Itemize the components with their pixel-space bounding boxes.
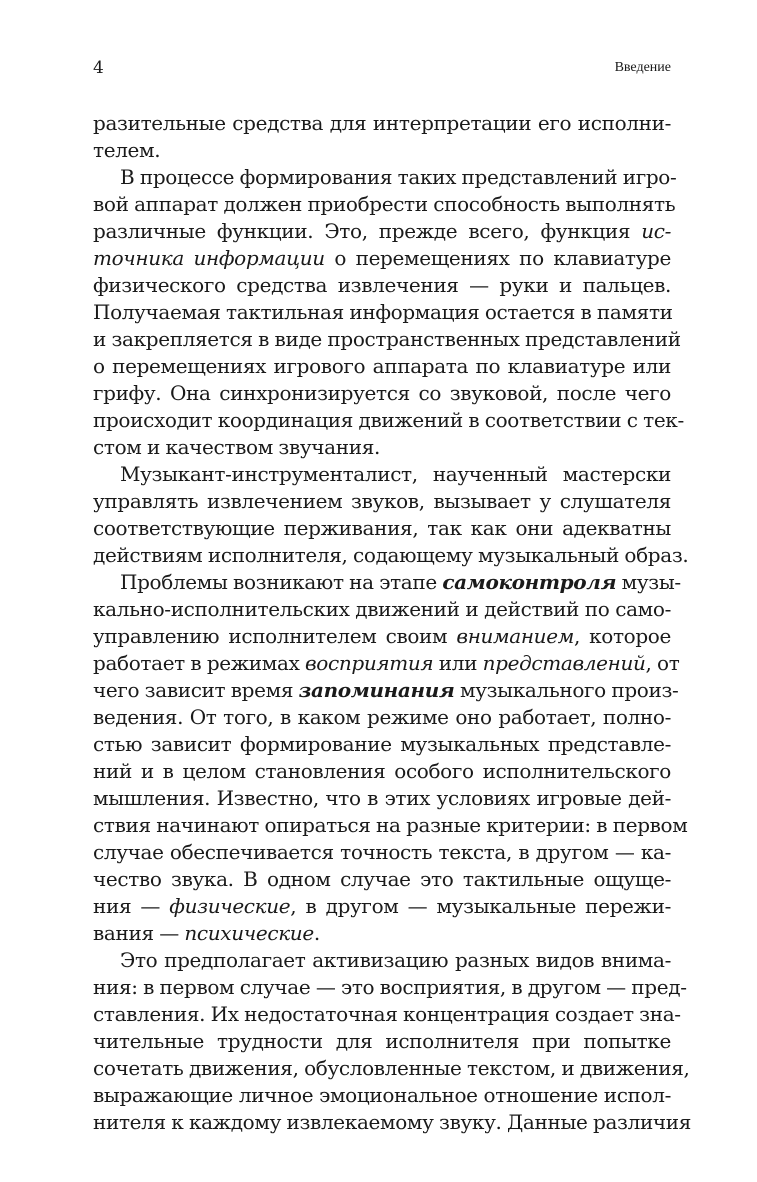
text-line: работает в режимах восприятия или представлений, от (93, 651, 680, 675)
italic-term: ис- (641, 219, 671, 243)
text-line: В процессе формирования таких представлений игро- (120, 165, 677, 189)
text-line: стом и качеством звучания. (93, 435, 380, 459)
italic-term: точника информации (93, 246, 325, 270)
text-line: управлению исполнителем своим вниманием, которое (93, 624, 671, 648)
text-line: ния — физические, в другом — музыкальные пережи- (93, 894, 671, 918)
italic-term: представлений (482, 651, 646, 675)
bold-italic-term: запоминания (298, 678, 455, 702)
italic-term: восприятия (305, 651, 434, 675)
text-line: действиям исполнителя, содающему музыкальный образ. (93, 543, 689, 567)
text-line: о перемещениях игрового аппарата по клавиатуре или (93, 354, 671, 378)
text-line: чего зависит время запоминания музыкального произ- (93, 678, 679, 702)
italic-term: психические (184, 921, 314, 945)
paragraph (93, 110, 671, 164)
text-line: случае обеспечивается точность текста, в другом — ка- (93, 840, 671, 864)
text-line: вой аппарат должен приобрести способность выполнять (93, 192, 676, 216)
text-line: ствия начинают опираться на разные критерии: в первом (93, 813, 688, 837)
text-line: и закрепляется в виде пространственных представлений (93, 327, 681, 351)
text-line: выражающие личное эмоциональное отношение испол- (93, 1083, 671, 1107)
italic-term: физические (169, 894, 291, 918)
text-line: управлять извлечением звуков, вызывает у слушателя (93, 489, 671, 513)
text-line: вания — психические. (93, 921, 320, 945)
text-line: физического средства извлечения — руки и пальцев. (93, 273, 671, 297)
text-line: грифу. Она синхронизируется со звуковой, после чего (93, 381, 671, 405)
text-line: чество звука. В одном случае это тактильные ощуще- (93, 867, 671, 891)
bold-italic-term: самоконтроля (442, 570, 617, 594)
page-header (93, 58, 671, 82)
text-line: ведения. От того, в каком режиме оно работает, полно- (93, 705, 671, 729)
text-line: ний и в целом становления особого исполнительского (93, 759, 671, 783)
paragraph (93, 461, 689, 569)
text-line: ставления. Их недостаточная концентрация создает зна- (93, 1002, 681, 1026)
text-line: Получаемая тактильная информация остается в памяти (93, 300, 673, 324)
text-line: ния: в первом случае — это восприятия, в другом — пред- (93, 975, 687, 999)
text-line: различные функции. Это, прежде всего, функция ис- (93, 219, 671, 243)
page-number: 4 (93, 58, 104, 78)
body-text (93, 110, 692, 1136)
paragraph (93, 164, 684, 461)
text-line: чительные трудности для исполнителя при попытке (93, 1029, 671, 1053)
text-line: сочетать движения, обусловленные текстом, и движения, (93, 1056, 690, 1080)
text-line: телем. (93, 138, 161, 162)
italic-term: вниманием (456, 624, 574, 648)
text-line: Это предполагает активизацию разных видов внима- (120, 948, 671, 972)
text-line: мышления. Известно, что в этих условиях игровые дей- (93, 786, 671, 810)
text-line: нителя к каждому извлекаемому звуку. Данные различия (93, 1110, 692, 1134)
text-line: разительные средства для интерпретации его исполни- (93, 111, 671, 135)
text-line: точника информации о перемещениях по клавиатуре (93, 246, 671, 270)
text-line: соответствующие перживания, так как они адекватны (93, 516, 671, 540)
paragraph (93, 569, 688, 947)
text-line: Проблемы возникают на этапе самоконтроля музы- (120, 570, 681, 594)
running-head: Введение (614, 60, 671, 75)
text-line: происходит координация движений в соответствии с тек- (93, 408, 684, 432)
text-line: Музыкант-инструменталист, наученный мастерски (120, 462, 671, 486)
text-line: стью зависит формирование музыкальных представле- (93, 732, 671, 756)
paragraph (93, 947, 692, 1136)
text-line: кально-исполнительских движений и действий по само- (93, 597, 671, 621)
